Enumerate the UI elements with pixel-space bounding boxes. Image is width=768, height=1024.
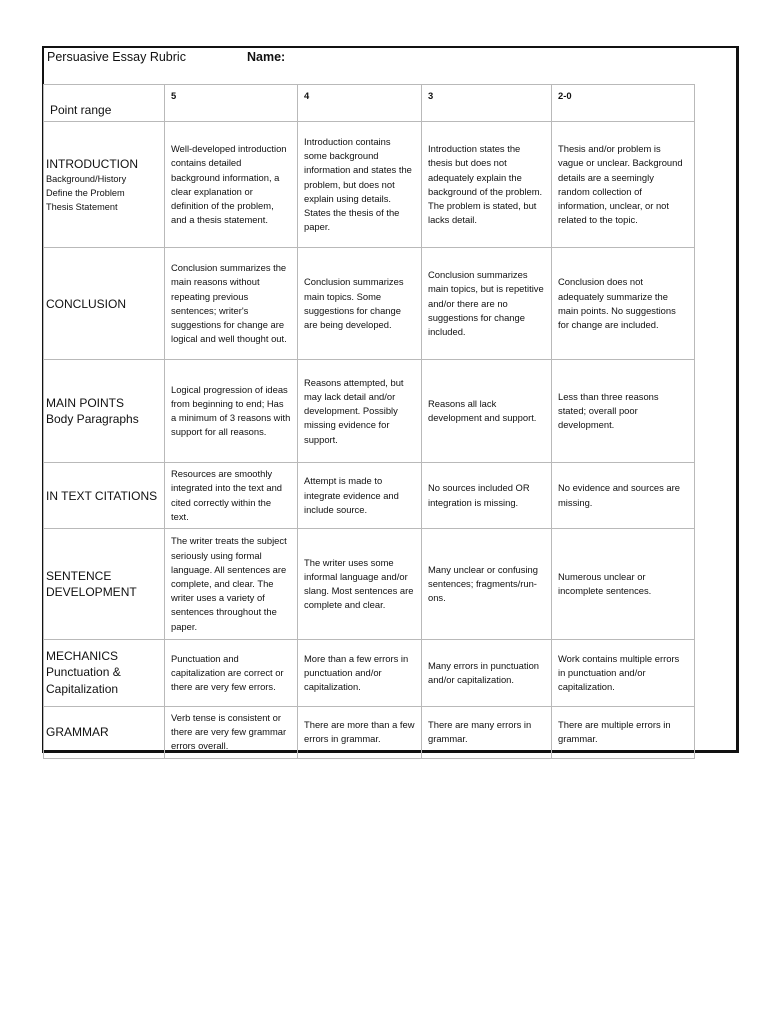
category-label: MAIN POINTS: [46, 395, 125, 410]
point-range-cell: [44, 85, 165, 122]
rubric-cell: Thesis and/or problem is vague or unclear. Background details are a seemingly random collection of information, unclear, or not related to the topic.: [552, 122, 695, 248]
rubric-cell: No evidence and sources are missing.: [552, 463, 695, 529]
rubric-cell: Less than three reasons stated; overall poor development.: [552, 360, 695, 463]
score-header-5: 5: [165, 85, 298, 122]
category-cell: [44, 707, 165, 759]
rubric-cell: Logical progression of ideas from beginning to end; Has a minimum of 3 reasons with support for all reasons.: [165, 360, 298, 463]
category-subtitle: Punctuation &: [46, 665, 121, 680]
category-subtitle: Define the Problem: [46, 187, 125, 198]
rubric-cell: Conclusion does not adequately summarize the main points. No suggestions for change are included.: [552, 248, 695, 360]
category-subtitle: Thesis Statement: [46, 201, 118, 212]
rubric-cell: Punctuation and capitalization are correct or there are very few errors.: [165, 640, 298, 707]
category-cell: [44, 463, 165, 529]
category-label: GRAMMAR: [46, 725, 109, 740]
category-cell: [44, 122, 165, 248]
rubric-cell: Reasons attempted, but may lack detail and/or development. Possibly missing evidence for support.: [298, 360, 422, 463]
category-cell: [44, 529, 165, 640]
category-label: CONCLUSION: [46, 296, 127, 311]
score-header-4: 4: [298, 85, 422, 122]
category-label: INTRODUCTION: [46, 156, 138, 171]
table-row: [44, 640, 695, 707]
category-subtitle: Body Paragraphs: [46, 411, 139, 426]
rubric-cell: Conclusion summarizes the main reasons without repeating previous sentences; writer's suggestions for change are logical and well thought out.: [165, 248, 298, 360]
category-cell: [44, 360, 165, 463]
category-label: DEVELOPMENT: [46, 585, 137, 600]
rubric-cell: The writer treats the subject seriously using formal language. All sentences are complete, and clear. The writer uses a variety of sentences throughout the paper.: [165, 529, 298, 640]
table-header-row: [44, 85, 695, 122]
rubric-cell: Reasons all lack development and support.: [422, 360, 552, 463]
rubric-cell: More than a few errors in punctuation and/or capitalization.: [298, 640, 422, 707]
category-cell: [44, 248, 165, 360]
rubric-cell: Conclusion summarizes main topics, but is repetitive and/or there are no suggestions for change included.: [422, 248, 552, 360]
rubric-cell: No sources included OR integration is missing.: [422, 463, 552, 529]
rubric-table: [43, 84, 695, 759]
rubric-cell: Many errors in punctuation and/or capitalization.: [422, 640, 552, 707]
name-label: Name:: [247, 50, 286, 64]
category-label: MECHANICS: [46, 649, 119, 664]
table-row: [44, 122, 695, 248]
rubric-cell: Attempt is made to integrate evidence and include source.: [298, 463, 422, 529]
table-row: [44, 248, 695, 360]
table-row: [44, 360, 695, 463]
rubric-cell: Well-developed introduction contains detailed background information, a clear explanation or definition of the problem, and a thesis statement.: [165, 122, 298, 248]
category-subtitle: Background/History: [46, 173, 127, 184]
table-row: [44, 529, 695, 640]
rubric-cell: Conclusion summarizes main topics. Some suggestions for change are being developed.: [298, 248, 422, 360]
point-range-label: Point range: [50, 103, 112, 117]
rubric-cell: Introduction contains some background information and states the problem, but does not explain using details. States the thesis of the paper.: [298, 122, 422, 248]
category-cell: [44, 640, 165, 707]
category-label: IN TEXT CITATIONS: [46, 488, 158, 503]
rubric-cell: The writer uses some informal language and/or slang. Most sentences are complete and clear.: [298, 529, 422, 640]
rubric-cell: There are multiple errors in grammar.: [552, 707, 695, 759]
rubric-cell: Work contains multiple errors in punctuation and/or capitalization.: [552, 640, 695, 707]
table-row: [44, 707, 695, 759]
category-label: SENTENCE: [46, 569, 112, 584]
rubric-cell: Introduction states the thesis but does not adequately explain the background of the problem. The problem is stated, but lacks detail.: [422, 122, 552, 248]
rubric-cell: Resources are smoothly integrated into the text and cited correctly within the text.: [165, 463, 298, 529]
rubric-cell: There are many errors in grammar.: [422, 707, 552, 759]
category-subtitle: Capitalization: [46, 682, 119, 697]
rubric-cell: Many unclear or confusing sentences; fragments/run-ons.: [422, 529, 552, 640]
table-row: [44, 463, 695, 529]
rubric-cell: Verb tense is consistent or there are very few grammar errors overall.: [165, 707, 298, 759]
rubric-cell: There are more than a few errors in grammar.: [298, 707, 422, 759]
score-header-2-0: 2-0: [552, 85, 695, 122]
rubric-cell: Numerous unclear or incomplete sentences.: [552, 529, 695, 640]
score-header-3: 3: [422, 85, 552, 122]
rubric-title: Persuasive Essay Rubric: [47, 50, 186, 64]
